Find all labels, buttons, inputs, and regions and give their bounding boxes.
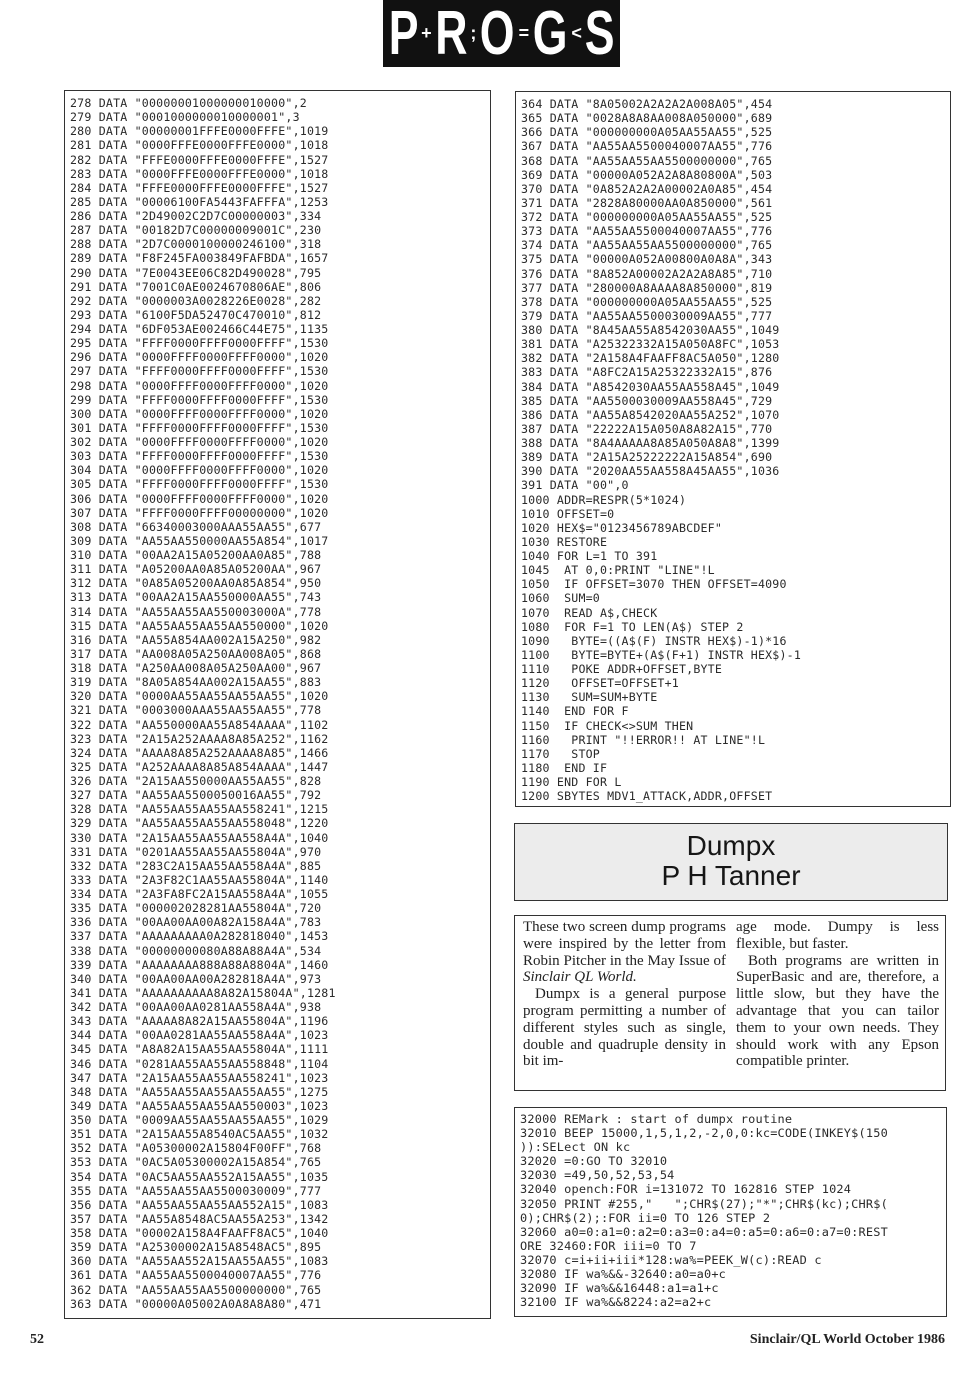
data-listing-left: [64, 90, 491, 1319]
code-line: 309 DATA "AA55AA550000AA55A854",1017: [70, 533, 329, 548]
code-line: 391 DATA "00",0: [521, 478, 629, 493]
masthead-symbol: +: [421, 23, 432, 43]
code-line: 300 DATA "0000FFFF0000FFFF0000",1020: [70, 406, 329, 421]
code-line: 348 DATA "AA55AA55AA55AA55AA55",1275: [70, 1084, 329, 1099]
page-number: 52: [30, 1332, 44, 1347]
code-line: 1080 FOR F=1 TO LEN(A$) STEP 2: [521, 619, 744, 634]
code-line: 318 DATA "A250AA008A05A250AA00",967: [70, 661, 322, 675]
code-line: 356 DATA "AA55AA55AA55AA552A15",1083: [70, 1197, 329, 1212]
code-line: 381 DATA "A25322332A15A050A8FC",1053: [521, 337, 780, 352]
code-line: 325 DATA "A252AAAA8A85A854AAAA",1447: [70, 759, 329, 774]
code-line: 283 DATA "0000FFFE0000FFFE0000",1018: [70, 166, 329, 181]
code-line: 279 DATA "0001000000010000001",3: [70, 110, 300, 125]
code-line: 388 DATA "8A4AAAAA8A85A050A8A8",1399: [521, 436, 780, 450]
code-line: 280 DATA "00000001FFFE0000FFFE",1019: [70, 124, 329, 139]
code-line: 374 DATA "AA55AA55AA5500000000",765: [521, 238, 773, 253]
intro-paragraph: Dumpx is a general purpose program permitting a number of different styles such as single, double and quadruple density in bit im-: [523, 986, 726, 1070]
code-line: 32000 REMark : start of dumpx routine: [520, 1112, 793, 1126]
code-line: 368 DATA "AA55AA55AA5500000000",765: [521, 153, 773, 168]
code-line: 370 DATA "0A852A2A2A00002A0A85",454: [521, 181, 773, 196]
code-line: 298 DATA "0000FFFF0000FFFF0000",1020: [70, 378, 329, 393]
code-line: 371 DATA "2828A80000AA0A850000",561: [521, 195, 773, 210]
code-line: 323 DATA "2A15A252AAAA8A85A252",1162: [70, 731, 329, 746]
code-line: 308 DATA "66340003000AAA55AA55",677: [70, 519, 322, 534]
code-line: 32060 a0=0:a1=0:a2=0:a3=0:a4=0:a5=0:a6=0:a7=0:REST: [520, 1224, 888, 1239]
progs-masthead-logo: [383, 0, 620, 67]
code-line: 1190 END FOR L: [521, 775, 622, 789]
code-line: 313 DATA "00AA2A15AA550000AA55",743: [70, 590, 322, 605]
code-line: 294 DATA "6DF053AE002466C44E75",1135: [70, 322, 329, 336]
code-line: 317 DATA "AA008A05A250AA008A05",868: [70, 646, 322, 661]
code-line: 364 DATA "8A05002A2A2A2A008A05",454: [521, 97, 773, 111]
code-line: 314 DATA "AA55AA55AA550003000A",778: [70, 604, 322, 619]
code-line: 32020 =0:GO TO 32010: [520, 1154, 668, 1169]
code-line: 389 DATA "2A15A25222222A15A854",690: [521, 450, 773, 465]
code-line: 328 DATA "AA55AA55AA55AA558241",1215: [70, 802, 329, 817]
code-line: 1180 END IF: [521, 760, 608, 775]
code-line: 1060 SUM=0: [521, 591, 600, 606]
code-line: 1000 ADDR=RESPR(5*1024): [521, 492, 687, 507]
code-line: 339 DATA "AAAAAAAA888A88A8804A",1460: [70, 957, 329, 972]
code-line: 375 DATA "00000A052A00800A0A8A",343: [521, 252, 773, 267]
intro-column-2: [736, 919, 939, 1090]
code-line: 307 DATA "FFFF0000FFFF00000000",1020: [70, 505, 329, 520]
code-line: ORE 32460:FOR iii=0 TO 7: [520, 1238, 697, 1253]
code-line: 355 DATA "AA55AA55AA5500030009",777: [70, 1183, 322, 1198]
data-listing-right: [515, 91, 951, 807]
code-line: 32030 =49,50,52,53,54: [520, 1168, 675, 1183]
masthead-symbol: <: [571, 23, 582, 43]
code-line: 1045 AT 0,0:PRINT "LINE"!L: [521, 563, 715, 578]
dumpx-listing: [514, 1107, 947, 1317]
code-line: 344 DATA "00AA0281AA55AA558A4A",1023: [70, 1028, 329, 1043]
code-line: 321 DATA "0003000AAA55AA55AA55",778: [70, 703, 322, 718]
code-line: 360 DATA "AA55AA552A15AA55AA55",1083: [70, 1254, 329, 1269]
code-line: 299 DATA "FFFF0000FFFF0000FFFF",1530: [70, 392, 329, 407]
code-line: 372 DATA "000000000A05AA55AA55",525: [521, 210, 773, 224]
code-line: 319 DATA "8A05A854AA002A15AA55",883: [70, 675, 322, 690]
code-line: 352 DATA "A05300002A15804F00FF",768: [70, 1141, 322, 1156]
code-line: 286 DATA "2D49002C2D7C00000003",334: [70, 209, 322, 223]
code-line: 310 DATA "00AA2A15A05200AA0A85",788: [70, 548, 322, 562]
code-line: 1020 HEX$="0123456789ABCDEF": [521, 520, 723, 535]
code-line: 1160 PRINT "!!ERROR!! AT LINE"!L: [521, 732, 766, 747]
code-line: 288 DATA "2D7C0000100000246100",318: [70, 237, 322, 252]
code-line: 295 DATA "FFFF0000FFFF0000FFFF",1530: [70, 336, 329, 351]
code-line: 304 DATA "0000FFFF0000FFFF0000",1020: [70, 463, 329, 478]
code-line: 382 DATA "2A158A4FAAFF8AC5A050",1280: [521, 351, 780, 366]
code-line: 312 DATA "0A85A05200AA0A85A854",950: [70, 576, 322, 591]
code-line: 1010 OFFSET=0: [521, 506, 615, 521]
code-line: 32010 BEEP 15000,1,5,1,2,-2,0,0:kc=CODE(INKEY$(150: [520, 1126, 888, 1141]
code-line: 284 DATA "FFFE0000FFFE0000FFFE",1527: [70, 180, 329, 195]
code-line: 278 DATA "00000001000000010000",2: [70, 96, 307, 110]
masthead-symbol: =: [518, 23, 530, 43]
code-line: 291 DATA "7001C0AE0024670806AE",806: [70, 279, 322, 294]
code-line: 1040 FOR L=1 TO 391: [521, 549, 658, 563]
code-line: 367 DATA "AA55AA5500040007AA55",776: [521, 139, 773, 154]
code-line: 379 DATA "AA55AA5500030009AA55",777: [521, 308, 773, 323]
code-line: 285 DATA "00006100FA5443FAFFFA",1253: [70, 194, 329, 209]
code-line: 345 DATA "A8A82A15AA55AA55804A",1111: [70, 1042, 329, 1057]
code-line: 32050 PRINT #255," ";CHR$(27);"*";CHR$(kc);CHR$(: [520, 1196, 888, 1211]
code-line: 347 DATA "2A15AA55AA55AA558241",1023: [70, 1070, 329, 1085]
code-line: 335 DATA "000002028281AA55804A",720: [70, 901, 322, 916]
code-line: 326 DATA "2A15AA550000AA55AA55",828: [70, 774, 322, 788]
code-line: 338 DATA "00000000080A88A88A4A",534: [70, 943, 322, 958]
code-line: 306 DATA "0000FFFF0000FFFF0000",1020: [70, 491, 329, 506]
code-line: 337 DATA "AAAAAAAAA0A282818040",1453: [70, 929, 329, 944]
code-line: 32090 IF wa%&&16448:a1=a1+c: [520, 1281, 719, 1296]
publication-footer: Sinclair/QL World October 1986: [749, 1332, 945, 1347]
intro-paragraph: [523, 919, 726, 986]
masthead-symbol: ;: [470, 23, 477, 43]
code-line: 303 DATA "FFFF0000FFFF0000FFFF",1530: [70, 449, 329, 464]
code-line: 32070 c=i+ii+iii*128:wa%=PEEK_W(c):READ c: [520, 1252, 822, 1267]
code-line: 362 DATA "AA55AA55AA5500000000",765: [70, 1282, 322, 1297]
code-line: 341 DATA "AAAAAAAAAA8A82A15804A",1281: [70, 985, 336, 1000]
code-line: 1120 OFFSET=OFFSET+1: [521, 676, 679, 691]
masthead-letter: P: [388, 0, 419, 68]
article-title: Dumpx: [686, 830, 776, 861]
code-line: 281 DATA "0000FFFE0000FFFE0000",1018: [70, 138, 329, 153]
code-line: 330 DATA "2A15AA55AA55AA558A4A",1040: [70, 830, 329, 845]
intro-paragraph: Both programs are written in SuperBasic and are, therefore, a little slow, but they have the advantage that you can tailor them to your own needs. They should work with any Epson compatible printer.: [736, 952, 939, 1070]
code-line: 296 DATA "0000FFFF0000FFFF0000",1020: [70, 350, 329, 365]
code-line: 385 DATA "AA5500030009AA558A45",729: [521, 393, 773, 408]
code-line: 376 DATA "8A852A00002A2A2A8A85",710: [521, 266, 773, 281]
code-line: 292 DATA "0000003A0028226E0028",282: [70, 293, 322, 308]
code-line: 289 DATA "F8F245FA003849FAFBDA",1657: [70, 251, 329, 266]
code-line: 1150 IF CHECK<>SUM THEN: [521, 718, 694, 733]
code-line: 378 DATA "000000000A05AA55AA55",525: [521, 294, 773, 309]
code-line: 383 DATA "A8FC2A15A25322332A15",876: [521, 365, 773, 380]
code-line: 390 DATA "2020AA55AA558A45AA55",1036: [521, 464, 780, 479]
article-author: P H Tanner: [661, 860, 801, 891]
code-line: 1140 END FOR F: [521, 704, 629, 719]
masthead-letter: G: [532, 0, 568, 68]
code-line: 327 DATA "AA55AA5500050016AA55",792: [70, 788, 322, 803]
code-line: 282 DATA "FFFE0000FFFE0000FFFE",1527: [70, 152, 329, 167]
code-line: 1130 SUM=SUM+BYTE: [521, 690, 658, 705]
code-line: 329 DATA "AA55AA55AA55AA558048",1220: [70, 816, 329, 831]
code-line: 290 DATA "7E0043EE06C82D490028",795: [70, 265, 322, 280]
code-line: 357 DATA "AA55A8548AC5AA55A253",1342: [70, 1211, 329, 1226]
code-line: 293 DATA "6100F5DA52470C470010",812: [70, 307, 322, 322]
code-line: 1030 RESTORE: [521, 534, 608, 549]
code-line: 350 DATA "0009AA55AA55AA55AA55",1029: [70, 1113, 329, 1127]
code-line: 349 DATA "AA55AA55AA55AA550003",1023: [70, 1098, 329, 1113]
code-line: 297 DATA "FFFF0000FFFF0000FFFF",1530: [70, 364, 329, 379]
code-line: 287 DATA "00182D7C00000009001C",230: [70, 223, 322, 238]
code-line: 1100 BYTE=BYTE+(A$(F+1) INSTR HEX$)-1: [521, 647, 802, 662]
code-line: 305 DATA "FFFF0000FFFF0000FFFF",1530: [70, 477, 329, 492]
code-line: 301 DATA "FFFF0000FFFF0000FFFF",1530: [70, 420, 329, 435]
code-line: 1090 BYTE=((A$(F) INSTR HEX$)-1)*16: [521, 633, 787, 648]
code-line: 380 DATA "8A45AA55A8542030AA55",1049: [521, 323, 780, 337]
code-line: 365 DATA "0028A8A8AA008A050000",689: [521, 111, 773, 126]
code-line: 315 DATA "AA55AA55AA55AA550000",1020: [70, 618, 329, 633]
code-line: 32080 IF wa%&&-32640:a0=a0+c: [520, 1267, 727, 1282]
code-line: 1170 STOP: [521, 746, 600, 761]
code-line: 359 DATA "A25300002A15A8548AC5",895: [70, 1240, 322, 1255]
code-line: 351 DATA "2A15AA55A8540AC5AA55",1032: [70, 1127, 329, 1142]
code-line: 343 DATA "AAAAA8A82A15AA55804A",1196: [70, 1014, 329, 1029]
code-line: 316 DATA "AA55A854AA002A15A250",982: [70, 632, 322, 647]
code-line: 1110 POKE ADDR+OFFSET,BYTE: [521, 662, 723, 676]
code-line: 346 DATA "0281AA55AA55AA558848",1104: [70, 1056, 329, 1071]
code-line: 334 DATA "2A3FA8FC2A15AA558A4A",1055: [70, 887, 329, 901]
code-line: 311 DATA "A05200AA0A85A05200AA",967: [70, 562, 322, 577]
code-line: 0);CHR$(2);:FOR ii=0 TO 126 STEP 2: [520, 1210, 771, 1225]
code-line: 340 DATA "00AA00AA00A282818A4A",973: [70, 971, 322, 986]
article-intro: [514, 915, 946, 1091]
masthead-letter: R: [434, 0, 468, 68]
code-line: 353 DATA "0AC5A05300002A15A854",765: [70, 1155, 322, 1170]
code-line: 324 DATA "AAAA8A85A252AAAA8A85",1466: [70, 745, 329, 760]
intro-column-1: [523, 919, 726, 1090]
magazine-name: Sinclair QL World.: [523, 969, 637, 986]
code-line: 366 DATA "000000000A05AA55AA55",525: [521, 125, 773, 140]
code-line: 373 DATA "AA55AA5500040007AA55",776: [521, 224, 773, 239]
masthead-letter: S: [584, 0, 615, 68]
code-line: 342 DATA "00AA00AA0281AA558A4A",938: [70, 1000, 322, 1014]
code-line: 32100 IF wa%&&8224:a2=a2+c: [520, 1295, 712, 1310]
code-line: 32040 opench:FOR i=131072 TO 162816 STEP 1024: [520, 1182, 852, 1197]
code-line: 302 DATA "0000FFFF0000FFFF0000",1020: [70, 435, 329, 449]
masthead-letter: O: [480, 0, 515, 68]
code-line: 336 DATA "00AA00AA00A82A158A4A",783: [70, 915, 322, 930]
code-line: )):SELect ON kc: [520, 1140, 631, 1155]
code-line: 354 DATA "0AC5AA55AA552A15AA55",1035: [70, 1169, 329, 1184]
code-line: 1200 SBYTES MDV1_ATTACK,ADDR,OFFSET: [521, 789, 773, 804]
intro-text: These two screen dump programs were inspired by the letter from Robin Pitcher in the May Issue of: [523, 919, 726, 969]
code-line: 333 DATA "2A3F82C1AA55AA55804A",1140: [70, 872, 329, 887]
code-line: 384 DATA "A8542030AA55AA558A45",1049: [521, 379, 780, 394]
code-line: 358 DATA "00002A158A4FAAFF8AC5",1040: [70, 1226, 329, 1240]
intro-paragraph: age mode. Dumpy is less flexible, but faster.: [736, 919, 939, 952]
code-line: 369 DATA "00000A052A2A8A80800A",503: [521, 167, 773, 182]
code-line: 361 DATA "AA55AA5500040007AA55",776: [70, 1268, 322, 1283]
code-line: 1050 IF OFFSET=3070 THEN OFFSET=4090: [521, 577, 787, 592]
code-line: 386 DATA "AA55A8542020AA55A252",1070: [521, 407, 780, 422]
article-title-box: [514, 823, 948, 901]
code-line: 377 DATA "280000A8AAAA8A850000",819: [521, 280, 773, 295]
code-line: 332 DATA "283C2A15AA55AA558A4A",885: [70, 858, 322, 873]
code-line: 363 DATA "00000A05002A0A8A8A80",471: [70, 1296, 322, 1311]
code-line: 387 DATA "22222A15A050A8A82A15",770: [521, 421, 773, 436]
code-line: 1070 READ A$,CHECK: [521, 605, 658, 620]
code-line: 320 DATA "0000AA55AA55AA55AA55",1020: [70, 689, 329, 704]
code-line: 322 DATA "AA550000AA55A854AAAA",1102: [70, 717, 329, 732]
code-line: 331 DATA "0201AA55AA55AA55804A",970: [70, 844, 322, 859]
